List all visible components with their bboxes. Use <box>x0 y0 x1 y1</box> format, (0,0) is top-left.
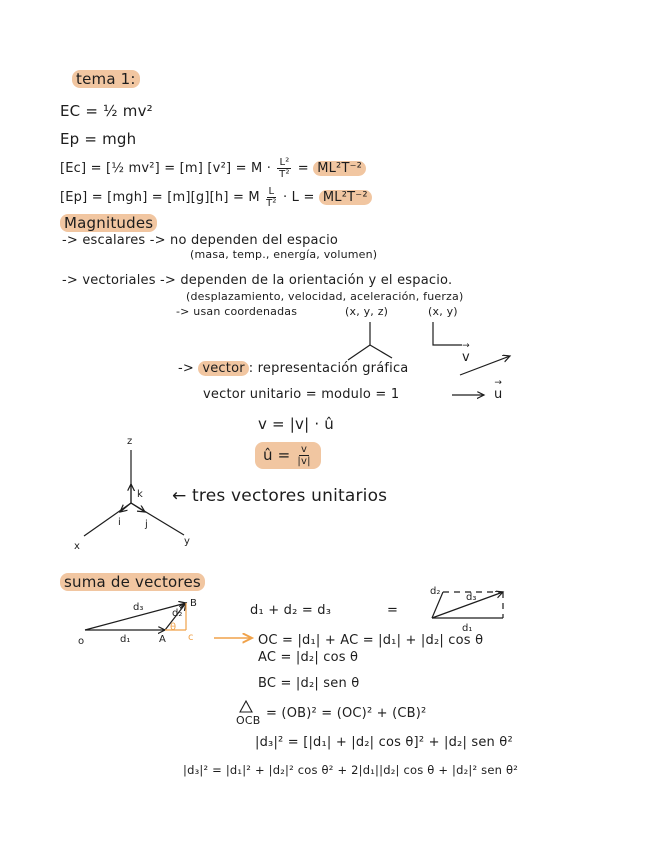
d3-label: d₃ <box>133 602 144 613</box>
axes-3d-sketch <box>348 322 392 360</box>
v-arrow <box>460 356 510 375</box>
formula-ep: Ep = mgh <box>60 130 137 148</box>
dim-ec-den: T² <box>279 169 290 180</box>
page-heading: tema 1: <box>72 70 140 88</box>
para-d3-label: d₃ <box>466 592 477 603</box>
para-d1-label: d₁ <box>462 623 473 634</box>
u-eq-left: û = <box>263 446 291 464</box>
unit-i-label: i <box>118 517 121 528</box>
coord-xy: (x, y) <box>428 305 458 318</box>
dim-ep-den: T² <box>266 198 277 209</box>
point-o-label: o <box>78 636 85 647</box>
d1-label: d₁ <box>120 634 131 645</box>
dim-ep-num: L <box>268 186 275 197</box>
escalares-line: -> escalares -> no dependen del espacio <box>62 233 339 248</box>
bc-equation: BC = |d₂| sen θ <box>258 676 360 691</box>
formula-dim-ec: [Ec] = [½ mv²] = [m] [v²] = M · $\frac{\text{L²}}{\text{T²}}$ = ML²T⁻² <box>60 157 366 180</box>
vector-rep-text: : representación gráfica <box>248 361 409 376</box>
d2-label: d₂ <box>172 608 183 619</box>
coordenadas-line: -> usan coordenadas <box>176 305 298 318</box>
dim-ec-left: [Ec] = [½ mv²] = [m] [v²] = M · <box>60 161 272 176</box>
suma-title: suma de vectores <box>60 573 205 591</box>
magnitudes-title: Magnitudes <box>60 214 157 232</box>
vectoriales-line: -> vectoriales -> dependen de la orientación y el espacio. <box>62 273 453 288</box>
theta-label: θ <box>170 622 177 633</box>
triangle-symbol-icon <box>240 701 252 712</box>
unitario-line: vector unitario = modulo = 1 <box>203 387 400 402</box>
suma-eq-main: d₁ + d₂ = d₃ <box>250 603 332 618</box>
unit-j-label: j <box>145 519 148 530</box>
axes-2d-sketch <box>433 322 462 345</box>
point-b-label: B <box>190 598 197 609</box>
point-a-label: A <box>159 634 166 645</box>
magnitude-eq-2: |d₃|² = |d₁|² + |d₂|² cos θ² + 2|d₁||d₂| cos θ + |d₂|² sen θ² <box>183 763 519 777</box>
pythagoras-equation: = (OB)² = (OC)² + (CB)² <box>266 706 427 721</box>
vector-arrow-prefix: -> <box>178 361 194 376</box>
dim-ec-num: L² <box>279 157 290 168</box>
axis-z-label: z <box>127 436 133 447</box>
ac-equation: AC = |d₂| cos θ <box>258 650 359 665</box>
vectoriales-examples: (desplazamiento, velocidad, aceleración, fuerza) <box>186 290 464 303</box>
oc-equation: OC = |d₁| + AC = |d₁| + |d₂| cos θ <box>258 633 484 648</box>
axis-y-label: y <box>184 536 190 547</box>
vector-word: vector <box>198 361 248 376</box>
coord-xyz: (x, y, z) <box>345 305 389 318</box>
unit-k-label: k <box>137 489 143 500</box>
axes-ijk <box>84 450 184 536</box>
axis-x-label: x <box>74 541 80 552</box>
point-c-label: c <box>188 632 194 643</box>
dim-ep-mid: · L = <box>283 190 315 205</box>
suma-eq-sign: = <box>387 603 399 618</box>
dim-ep-left: [Ep] = [mgh] = [m][g][h] = M <box>60 190 260 205</box>
formula-ec: EC = ½ mv² <box>60 102 153 120</box>
magnitude-eq-1: |d₃|² = [|d₁| + |d₂| cos θ]² + |d₂| sen θ² <box>255 735 513 750</box>
v-symbol-text: → v <box>462 350 470 365</box>
dim-ep-result: ML²T⁻² <box>319 190 372 205</box>
u-eq-num: v <box>300 444 308 455</box>
u-symbol-text: → u <box>494 387 502 402</box>
triangle-label: OCB <box>236 714 261 727</box>
dim-ec-result: ML²T⁻² <box>313 161 366 176</box>
para-d2-label: d₂ <box>430 586 441 597</box>
tres-vectores: ← tres vectores unitarios <box>172 486 388 506</box>
escalares-examples: (masa, temp., energía, volumen) <box>190 248 378 261</box>
v-equation: v = |v| · û <box>258 415 334 433</box>
u-eq-den: |v| <box>297 456 311 467</box>
